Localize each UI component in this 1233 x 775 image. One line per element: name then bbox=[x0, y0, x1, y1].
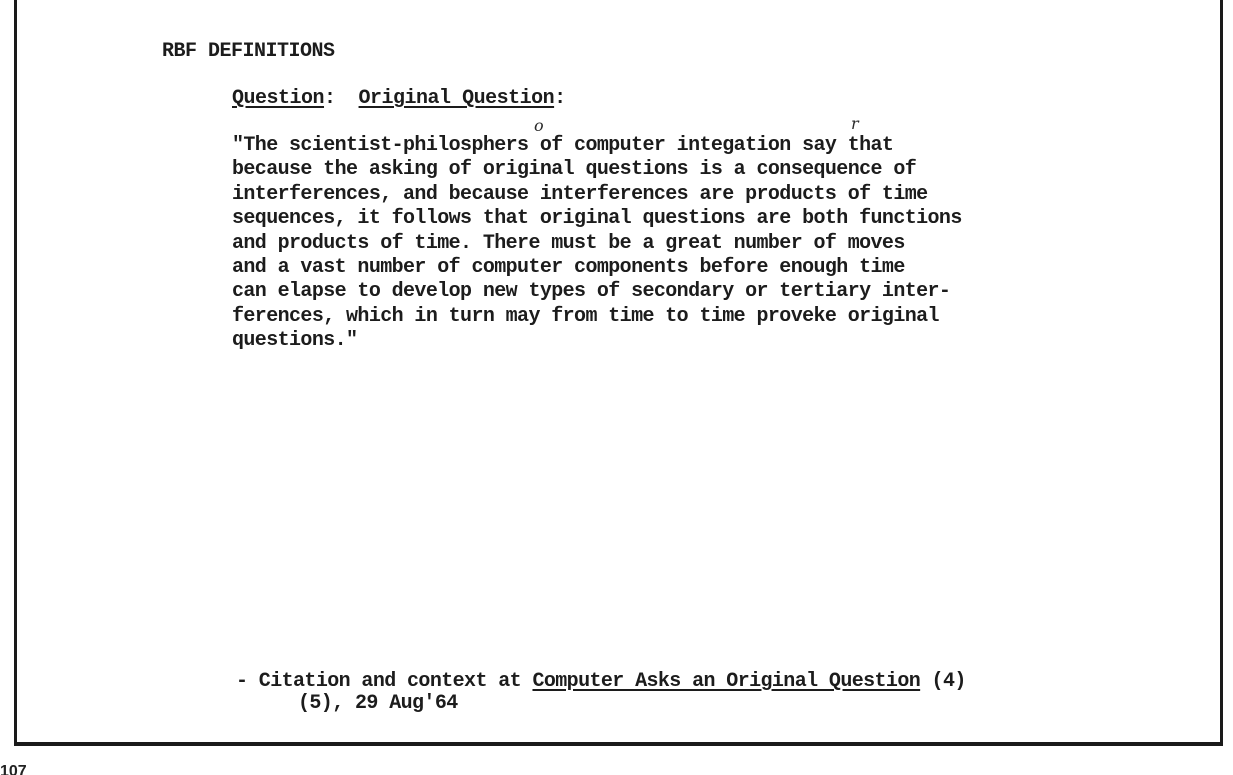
quote-line-1: "The scientist-philosphers of computer integation say that bbox=[232, 134, 894, 157]
quote-line-9: questions." bbox=[232, 329, 358, 353]
citation-link: Computer Asks an Original Question bbox=[532, 670, 921, 693]
document-title: RBF DEFINITIONS bbox=[162, 40, 335, 63]
citation-prefix: - Citation and context at bbox=[236, 670, 522, 693]
heading-end: : bbox=[554, 87, 566, 110]
heading-category: Question bbox=[232, 87, 325, 110]
quote-line-5: and products of time. There must be a great number of moves bbox=[232, 231, 905, 255]
handwritten-correction-r: r bbox=[851, 114, 859, 133]
citation-suffix: (4) bbox=[931, 670, 966, 693]
quote-line-7: can elapse to develop new types of secondary or tertiary inter- bbox=[232, 280, 951, 304]
citation-block bbox=[236, 671, 966, 715]
quote-line-2: because the asking of original questions is a consequence of bbox=[232, 158, 917, 182]
definition-heading bbox=[232, 87, 566, 110]
quote-line-4: sequences, it follows that original questions are both functions bbox=[232, 207, 962, 231]
definition-quote bbox=[232, 134, 962, 354]
citation-line-2: (5), 29 Aug'64 bbox=[298, 692, 458, 715]
definition-card bbox=[14, 0, 1223, 746]
quote-line-3: interferences, and because interferences are products of time bbox=[232, 182, 928, 206]
page-number: 107 bbox=[0, 763, 27, 775]
heading-separator: : bbox=[324, 87, 336, 110]
handwritten-correction-o: o bbox=[534, 116, 544, 135]
quote-line-6: and a vast number of computer components before enough time bbox=[232, 256, 905, 280]
heading-topic: Original Question bbox=[358, 87, 555, 110]
quote-line-8: ferences, which in turn may from time to time proveke original bbox=[232, 304, 939, 328]
